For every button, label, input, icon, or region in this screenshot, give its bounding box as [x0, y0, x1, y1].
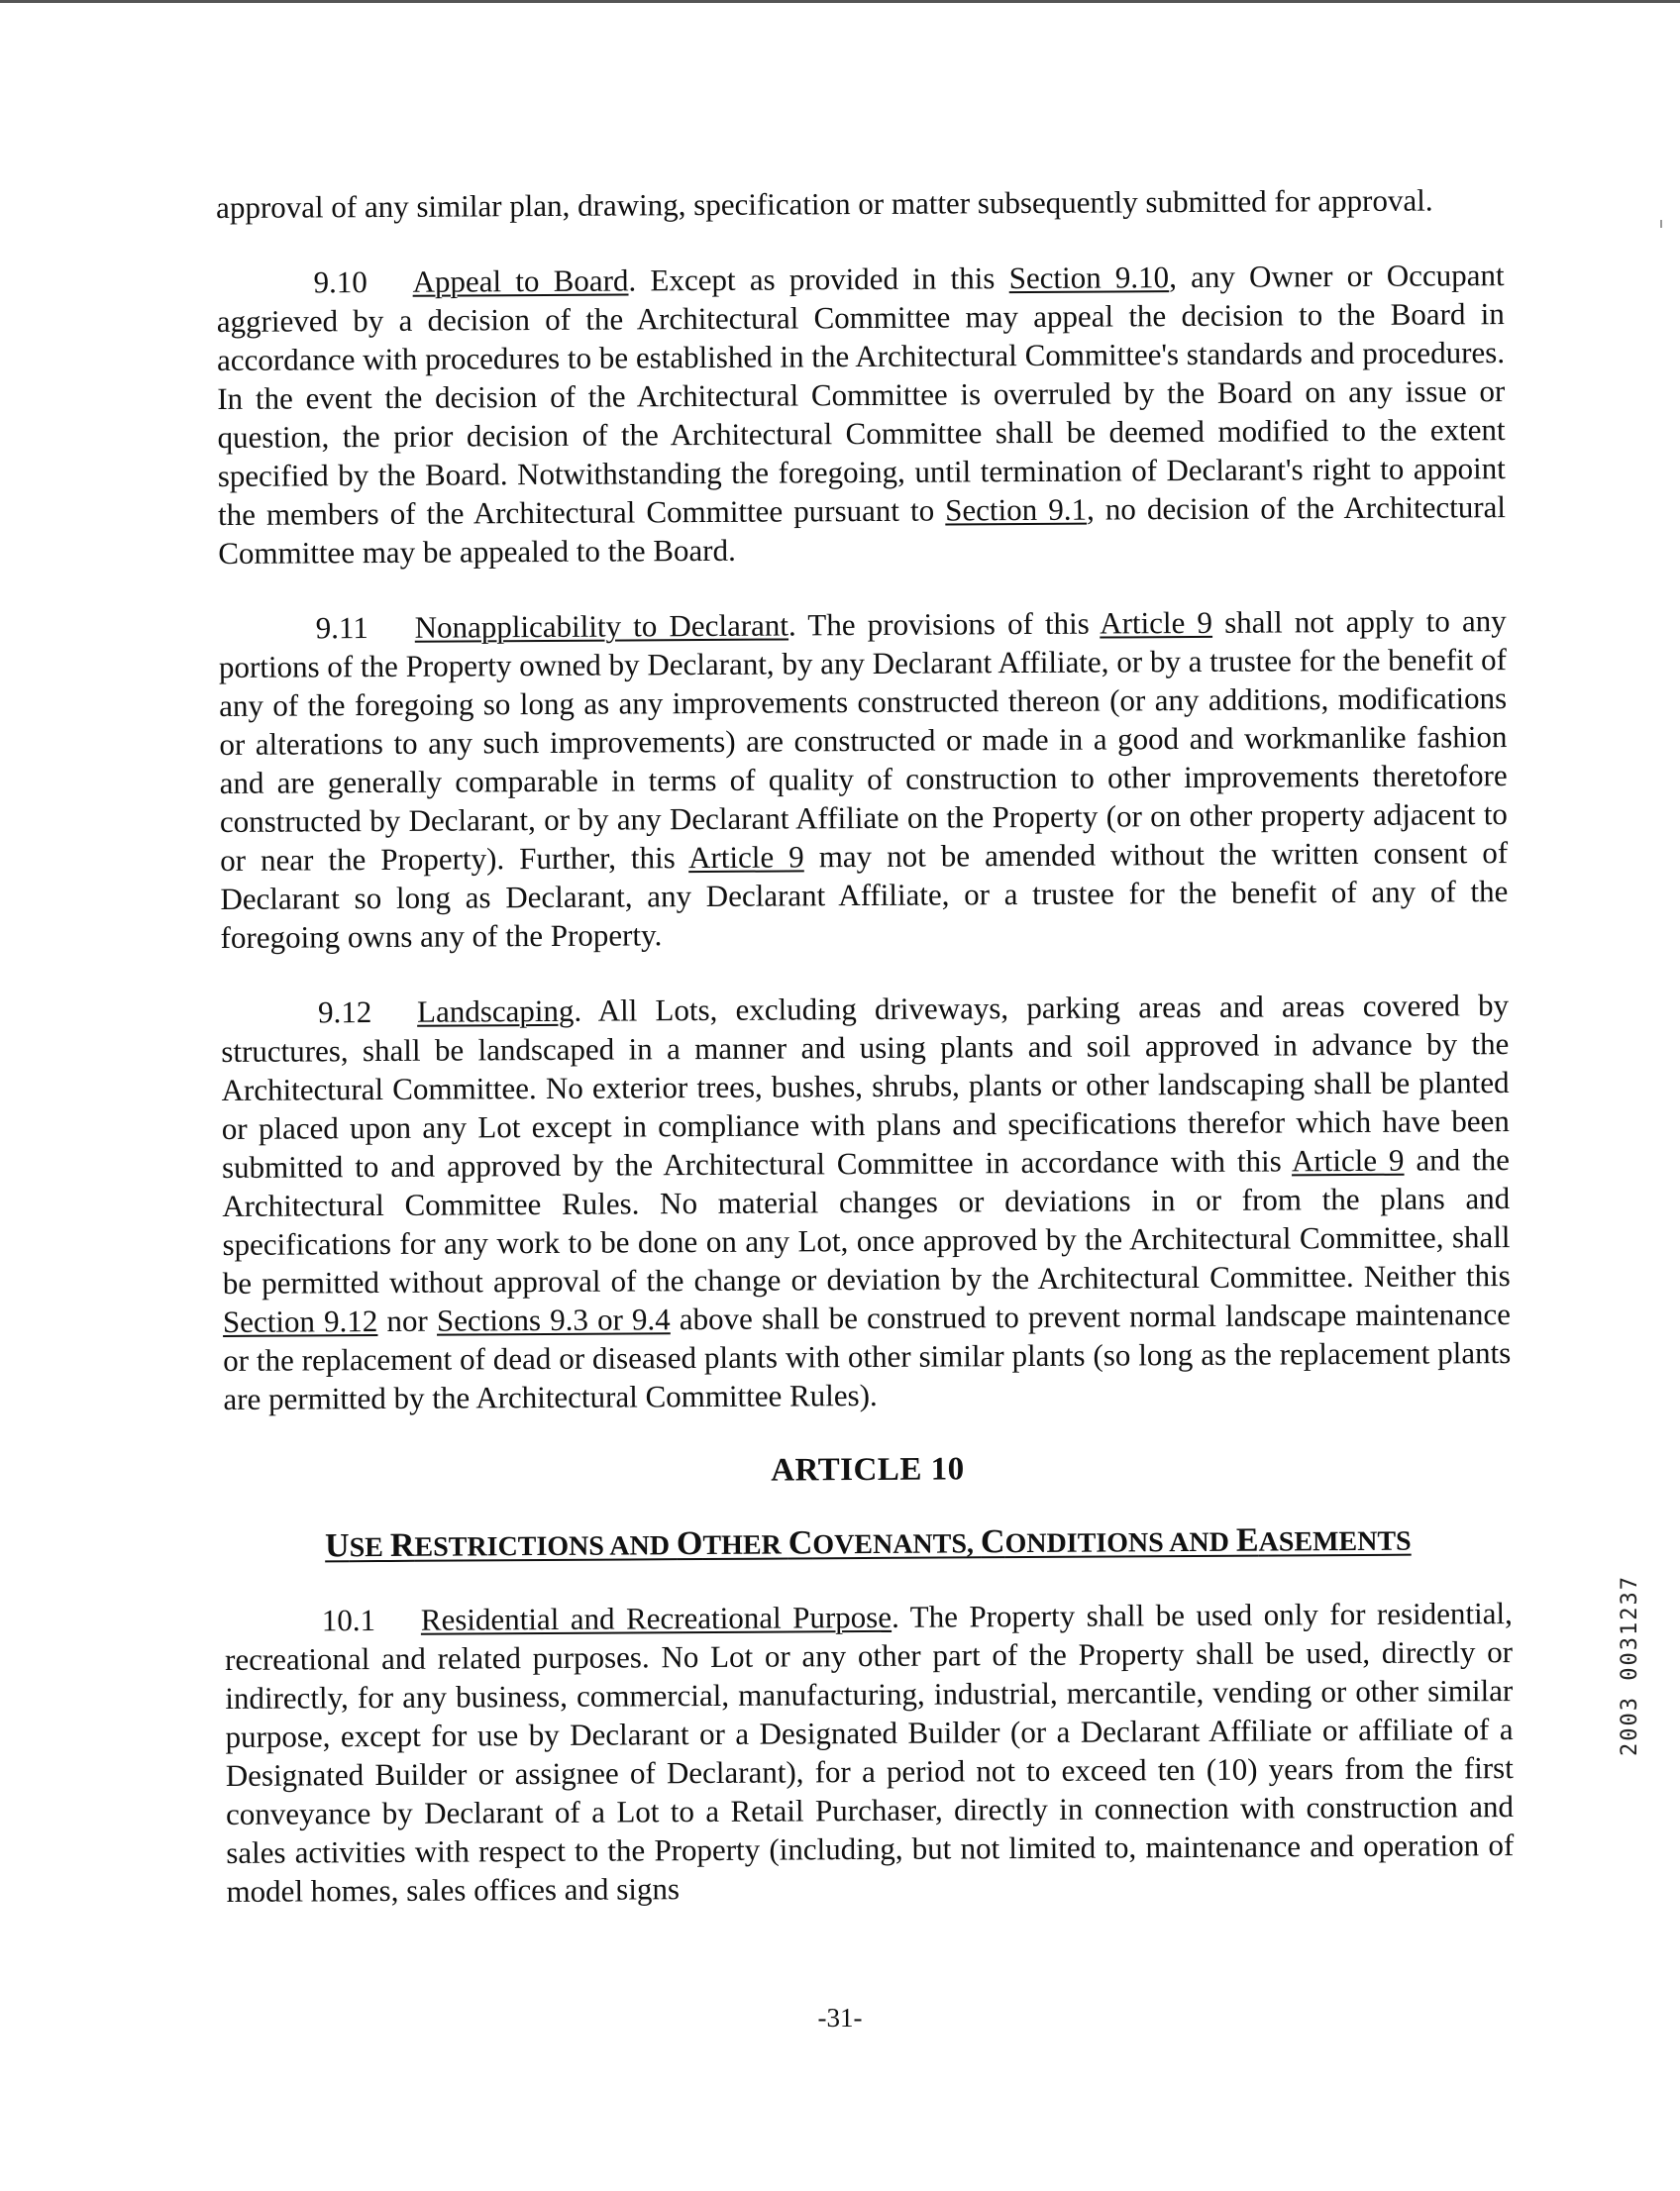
section-text: , no decision of the Architectural Committee may be appealed to the Board.: [218, 489, 1507, 571]
subtitle-word: ONDITIONS AND: [1004, 1526, 1237, 1560]
cross-reference: Section 9.10: [1008, 260, 1170, 296]
section-number: 9.10: [313, 264, 368, 300]
section-9-11: [219, 601, 1509, 957]
subtitle-initial: C: [788, 1524, 813, 1562]
section-text: . The provisions of this: [788, 605, 1101, 643]
subtitle-word: ASEMENTS: [1258, 1525, 1412, 1558]
section-text: shall not apply to any portions of the Property owned by Declarant, by any Declarant Affiliate, or by a trustee for the benefit of any of the foregoing so long as any improvements constructed thereon (or any additions, modifications or alterations to any such improvements) are constructed or made in a good and workmanlike fashion and are generally comparable in terms of quality of construction to other improvements theretofore constructed by Declarant, or by any Declarant Affiliate on the Property (or on other property adjacent to or near the Property). Further, this: [218, 603, 1508, 878]
subtitle-initial: E: [1235, 1521, 1259, 1559]
subtitle-word: SE: [349, 1531, 391, 1564]
cross-reference: Sections 9.3 or 9.4: [436, 1302, 671, 1338]
section-text: nor: [377, 1303, 438, 1339]
section-title: Nonapplicability to Declarant: [414, 607, 789, 645]
cross-reference: Section 9.1: [945, 491, 1088, 528]
section-title: Landscaping: [416, 992, 575, 1029]
section-number: 10.1: [321, 1603, 376, 1638]
section-number: 9.12: [317, 994, 372, 1030]
subtitle-initial: O: [676, 1525, 703, 1563]
article-heading: ARTICLE 10: [771, 1451, 965, 1489]
subtitle-word: OVENANTS,: [812, 1528, 982, 1561]
article-subtitle: [224, 1519, 1512, 1568]
scan-edge: [0, 0, 1680, 3]
section-text: . The Property shall be used only for residential, recreational and related purposes. No Lot or any other part of the Property shall be used, directly or indirectly, for any business, commercial, manufacturing, industrial, mercantile, vending or other similar purpose, except for use by Declarant or a Designated Builder (or a Declarant Affiliate or affiliate of a Designated Builder or assignee of Declarant), for a period not to exceed ten (10) years from the first conveyance by Declarant of a Lot to a Retail Purchaser, directly in connection with construction and sales activities with respect to the Property (including, but not limited to, maintenance and operation of model homes, sales offices and signs: [224, 1596, 1515, 1909]
section-9-12: [221, 986, 1512, 1418]
section-title: Residential and Recreational Purpose: [420, 1599, 892, 1637]
recording-stamp: 2003 0031237: [1618, 1575, 1642, 1756]
body-text: [216, 180, 1515, 1947]
subtitle-initial: C: [980, 1523, 1005, 1561]
opening-text: approval of any similar plan, drawing, specification or matter subsequently submitted for approval.: [216, 182, 1433, 225]
section-text: above shall be construed to prevent normal landscape maintenance or the replacement of dead or diseased plants with other similar plants (so long as the replacement plants are permitted by the Architectural Committee Rules).: [223, 1297, 1512, 1416]
section-text: and the Architectural Committee Rules. No material changes or deviations in or from the plans and specifications for any work to be done on any Lot, once approved by the Architectural Committee, shall be permitted without approval of the change or deviation by the Architectural Committee. Neither this: [222, 1142, 1511, 1301]
page-number: -31-: [817, 2003, 863, 2033]
section-text: . All Lots, excluding driveways, parking areas and areas covered by structures, shall be landscaped in a manner and using plants and soil approved in advance by the Architectural Committee. No exterior trees, bushes, shrubs, plants or other landscaping shall be planted or placed upon any Lot except in compliance with plans and specifications therefor which have been submitted to and approved by the Architectural Committee in accordance with this: [221, 988, 1510, 1185]
section-text: . Except as provided in this: [628, 261, 1009, 298]
subtitle-initial: R: [389, 1526, 415, 1564]
cross-reference: Article 9: [1100, 604, 1213, 641]
section-number: 9.11: [315, 610, 368, 646]
section-title: Appeal to Board: [412, 262, 629, 299]
section-text: , any Owner or Occupant aggrieved by a decision of the Architectural Committee may appeal the decision to the Board in accordance with procedures to be established in the Architectural Committee's standards and procedures. In the event the decision of the Architectural Committee is overruled by the Board on any issue or question, the prior decision of the Architectural Committee shall be deemed modified to the extent specified by the Board. Notwithstanding the foregoing, until termination of Declarant's right to appoint the members of the Architectural Committee pursuant to: [216, 258, 1506, 532]
subtitle-word: THER: [702, 1529, 788, 1562]
subtitle-initial: U: [324, 1527, 350, 1565]
cross-reference: Article 9: [687, 839, 804, 876]
subtitle-word: ESTRICTIONS AND: [414, 1530, 678, 1563]
opening-paragraph: [216, 180, 1504, 227]
section-10-1: [225, 1594, 1515, 1911]
cross-reference: Article 9: [1291, 1142, 1405, 1179]
cross-reference: Section 9.12: [222, 1304, 378, 1339]
section-9-10: [216, 256, 1506, 573]
scan-mark: [1660, 220, 1662, 228]
section-text: may not be amended without the written consent of Declarant so long as Declarant, any Declarant Affiliate, or a trustee for the benefit of any of the foregoing owns any of the Property.: [220, 835, 1509, 955]
